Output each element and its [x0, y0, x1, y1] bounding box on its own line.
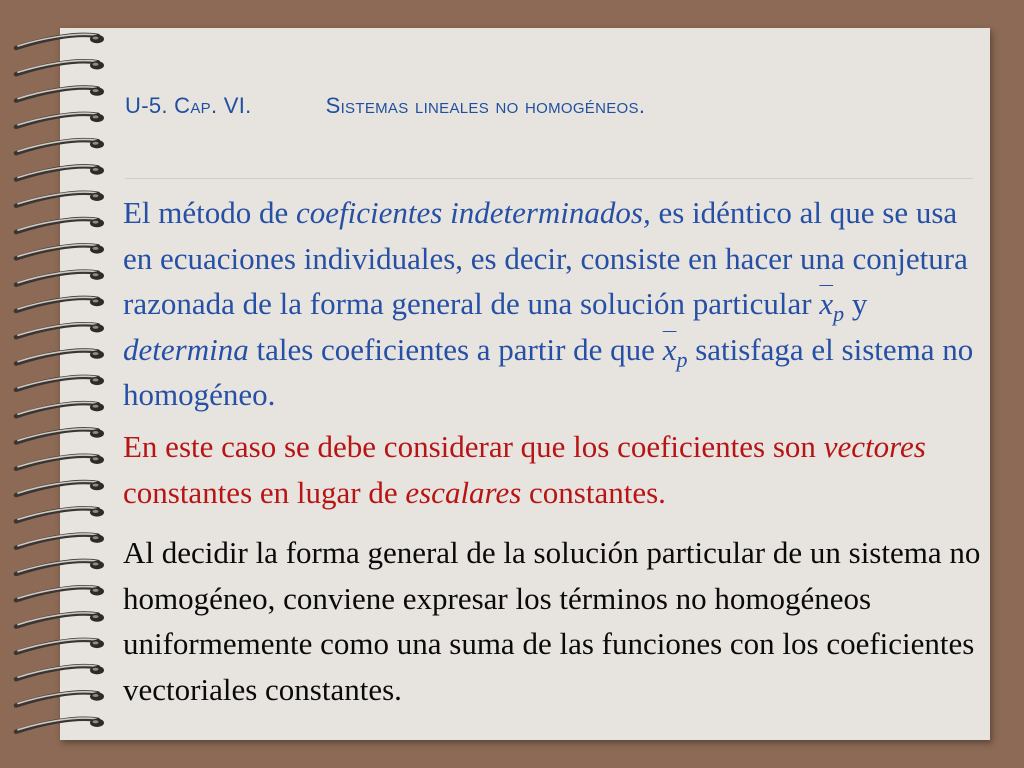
paragraph-coefficients: [123, 424, 988, 515]
math-variable: $\overline{x}$: [819, 286, 834, 321]
page-title: Sistemas lineales no homogéneos.: [325, 93, 646, 118]
paragraph-general-form: [123, 530, 988, 712]
unit-label: U-5. Cap. VI.: [125, 93, 252, 118]
emphasis-text: coeficientes indeterminados,: [296, 195, 651, 230]
text-run: satisfaga el sistema no homogéneo.: [123, 331, 974, 412]
emphasis-text: escalares: [405, 474, 522, 510]
text-run: y: [844, 286, 868, 321]
text-run: constantes en lugar de: [123, 474, 406, 510]
math-variable: $\overline{x}$: [662, 331, 677, 367]
text-run: es idéntico al que se usa en ecuaciones individuales, es decir, consiste en hacer una conjetura razonada de la forma general de una solución particular: [123, 195, 968, 321]
slide-header: [125, 93, 965, 119]
paragraph-method: [123, 190, 988, 418]
text-run: El método de: [123, 195, 297, 230]
emphasis-text: determina: [123, 331, 249, 367]
text-run: Al decidir la forma general de la solución particular de un sistema no homogéneo, conviene expresar los términos no homogéneos uniformemente como una suma de las funciones con los coeficientes vectoriales constantes.: [123, 535, 981, 707]
math-subscript: p: [833, 301, 845, 327]
text-run: tales coeficientes a partir de que: [248, 331, 663, 367]
text-run: constantes.: [521, 474, 666, 510]
emphasis-text: vectores: [823, 429, 926, 464]
math-subscript: p: [676, 346, 688, 372]
header-divider: [125, 178, 973, 179]
text-run: En este caso se debe considerar que los coeficientes son: [123, 429, 824, 464]
